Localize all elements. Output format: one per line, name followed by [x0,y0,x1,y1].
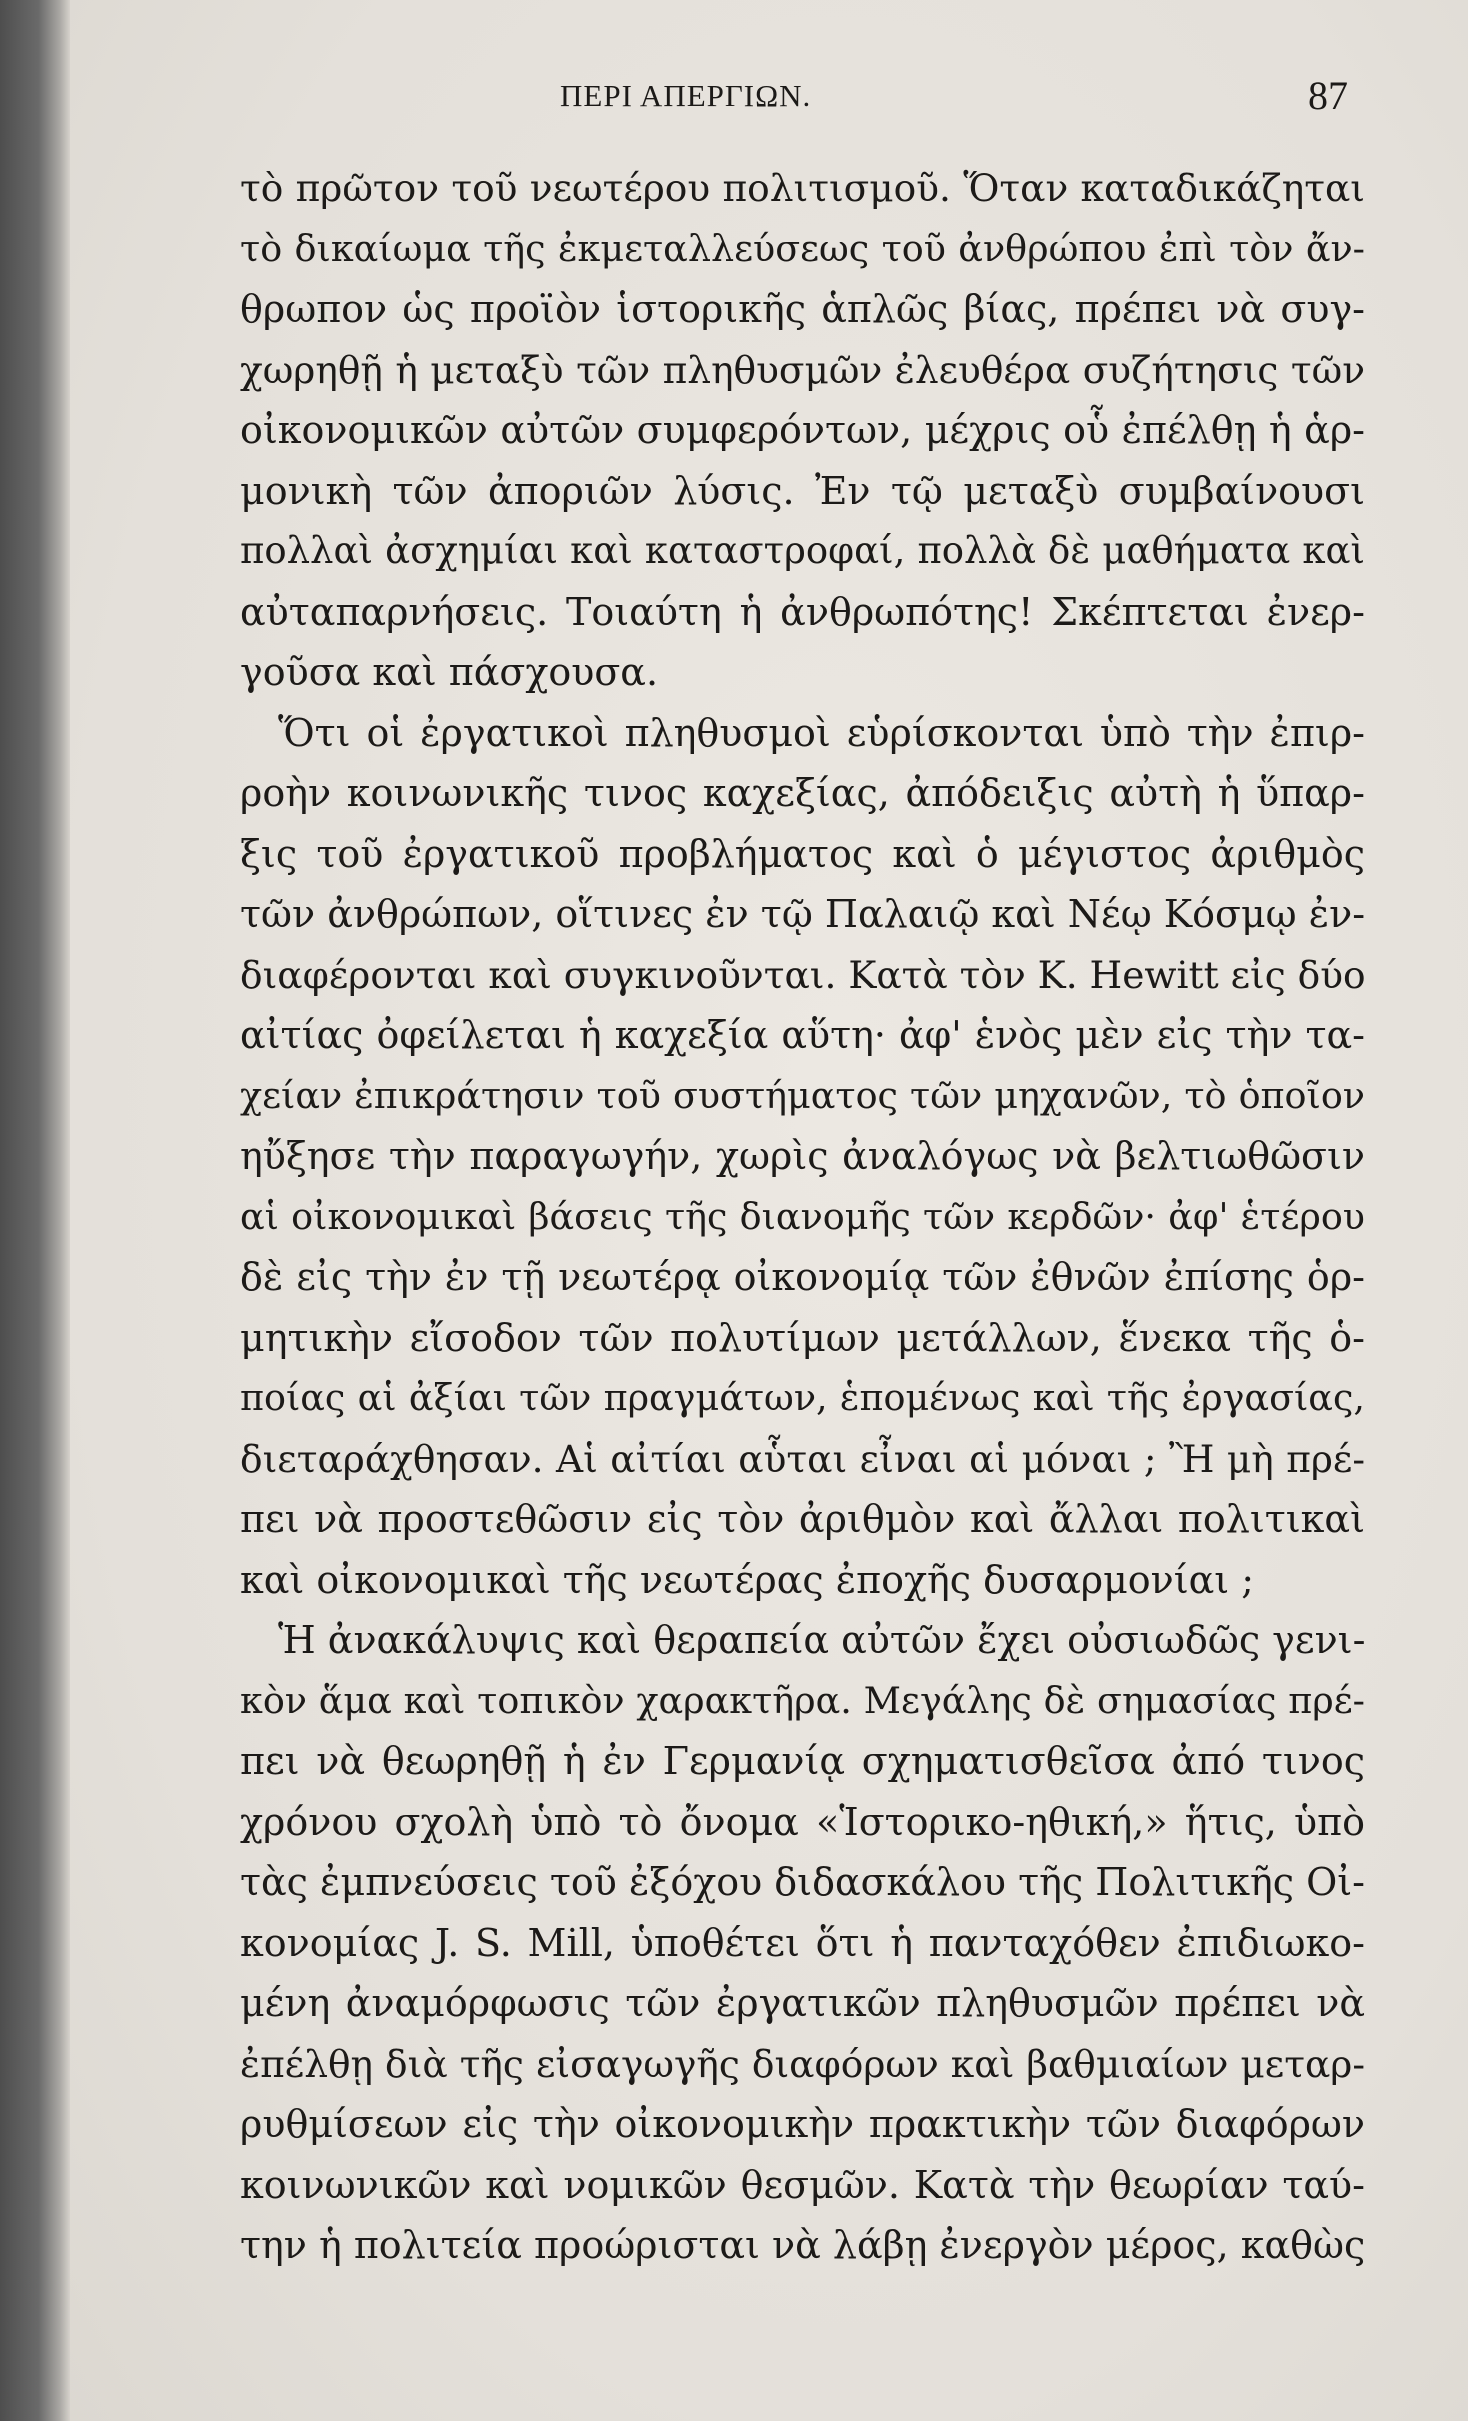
text-line: πει νὰ θεωρηθῇ ἡ ἐν Γερμανίᾳ σχηματισθεῖσα ἀπό τινος [240,1739,1365,1783]
text-line: κοινωνικῶν καὶ νομικῶν θεσμῶν. Κατὰ τὴν θεωρίαν ταύ- [240,2162,1365,2207]
text-line: Ἡ ἀνακάλυψις καὶ θεραπεία αὐτῶν ἔχει οὐσιωδῶς γενι- [278,1618,1366,1662]
text-line: ρυθμίσεων εἰς τὴν οἰκονομικὴν πρακτικὴν τῶν διαφόρων [240,2102,1365,2146]
book-spine-shadow [0,0,70,2421]
text-line: χείαν ἐπικράτησιν τοῦ συστήματος τῶν μηχανῶν, τὸ ὁποῖον [240,1073,1365,1117]
text-line: ποίας αἱ ἀξίαι τῶν πραγμάτων, ἑπομένως καὶ τῆς ἐργασίας, [240,1376,1365,1419]
text-line: θρωπον ὡς προϊὸν ἱστορικῆς ἁπλῶς βίας, πρέπει νὰ συγ- [240,287,1365,331]
text-line: τὰς ἐμπνεύσεις τοῦ ἐξόχου διδασκάλου τῆς Πολιτικῆς Οἰ- [240,1860,1365,1904]
text-line: χρόνου σχολὴ ὑπὸ τὸ ὄνομα «Ἱστορικο-ηθική,» ἥτις, ὑπὸ [240,1799,1365,1844]
text-line: κὸν ἅμα καὶ τοπικὸν χαρακτῆρα. Μεγάλης δὲ σημασίας πρέ- [240,1678,1365,1722]
text-line: οἰκονομικῶν αὐτῶν συμφερόντων, μέχρις οὗ ἐπέλθῃ ἡ ἁρ- [240,408,1365,452]
text-line: πολλαὶ ἀσχημίαι καὶ καταστροφαί, πολλὰ δὲ μαθήματα καὶ [240,529,1365,572]
text-line: την ἡ πολιτεία προώρισται νὰ λάβῃ ἐνεργὸν μέρος, καθὼς [240,2223,1366,2267]
text-line: δὲ εἰς τὴν ἐν τῇ νεωτέρᾳ οἰκονομίᾳ τῶν ἐθνῶν ἐπίσης ὁρ- [240,1255,1365,1299]
text-line: μονικὴ τῶν ἀποριῶν λύσις. Ἐν τῷ μεταξὺ συμβαίνουσι [240,468,1365,513]
text-line: μητικὴν εἴσοδον τῶν πολυτίμων μετάλλων, ἕνεκα τῆς ὁ- [240,1315,1365,1360]
text-line: πει νὰ προστεθῶσιν εἰς τὸν ἀριθμὸν καὶ ἄλλαι πολιτικαὶ [240,1497,1365,1541]
page-number: 87 [1308,73,1348,118]
text-line: ἐπέλθῃ διὰ τῆς εἰσαγωγῆς διαφόρων καὶ βαθμιαίων μεταρ- [240,2041,1365,2086]
text-line: τῶν ἀνθρώπων, οἵτινες ἐν τῷ Παλαιῷ καὶ Νέῳ Κόσμῳ ἐν- [240,892,1366,936]
text-line: καὶ οἰκονομικαὶ τῆς νεωτέρας ἐποχῆς δυσαρμονίαι ; [240,1557,1255,1602]
text-line: διεταράχθησαν. Αἱ αἰτίαι αὗται εἶναι αἱ μόναι ; Ἢ μὴ πρέ- [240,1436,1365,1481]
text-line: ροὴν κοινωνικῆς τινος καχεξίας, ἀπόδειξις αὐτὴ ἡ ὕπαρ- [240,771,1365,815]
text-line: χωρηθῇ ἡ μεταξὺ τῶν πληθυσμῶν ἐλευθέρα συζήτησις τῶν [240,347,1365,392]
text-line: τὸ δικαίωμα τῆς ἐκμεταλλεύσεως τοῦ ἀνθρώπου ἐπὶ τὸν ἄν- [240,226,1365,270]
text-line: αὐταπαρνήσεις. Τοιαύτη ἡ ἀνθρωπότης! Σκέπτεται ἐνερ- [240,589,1365,634]
text-line: αἱ οἰκονομικαὶ βάσεις τῆς διανομῆς τῶν κερδῶν· ἀφ' ἑτέρου [240,1194,1365,1238]
text-line: μένη ἀναμόρφωσις τῶν ἐργατικῶν πληθυσμῶν πρέπει νὰ [240,1981,1365,2025]
running-header: ΠΕΡΙ ΑΠΕΡΓΙΩΝ. [560,78,812,113]
text-line: διαφέρονται καὶ συγκινοῦνται. Κατὰ τὸν Κ. Hewitt εἰς δύο [240,952,1366,997]
text-body [240,158,1365,2276]
text-line: αἰτίας ὀφείλεται ἡ καχεξία αὕτη· ἀφ' ἑνὸς μὲν εἰς τὴν τα- [240,1013,1365,1057]
text-line: Ὅτι οἱ ἐργατικοὶ πληθυσμοὶ εὑρίσκονται ὑπὸ τὴν ἐπιρ- [278,710,1365,755]
text-line: τὸ πρῶτον τοῦ νεωτέρου πολιτισμοῦ. Ὅταν καταδικάζηται [240,166,1365,210]
text-line: ηὔξησε τὴν παραγωγήν, χωρὶς ἀναλόγως νὰ βελτιωθῶσιν [240,1134,1365,1178]
text-line: ξις τοῦ ἐργατικοῦ προβλήματος καὶ ὁ μέγιστος ἀριθμὸς [240,831,1365,876]
text-line: κονομίας J. S. Mill, ὑποθέτει ὅτι ἡ πανταχόθεν ἐπιδιωκο- [240,1920,1365,1965]
text-line: γοῦσα καὶ πάσχουσα. [240,650,659,694]
book-page [70,0,1468,2421]
